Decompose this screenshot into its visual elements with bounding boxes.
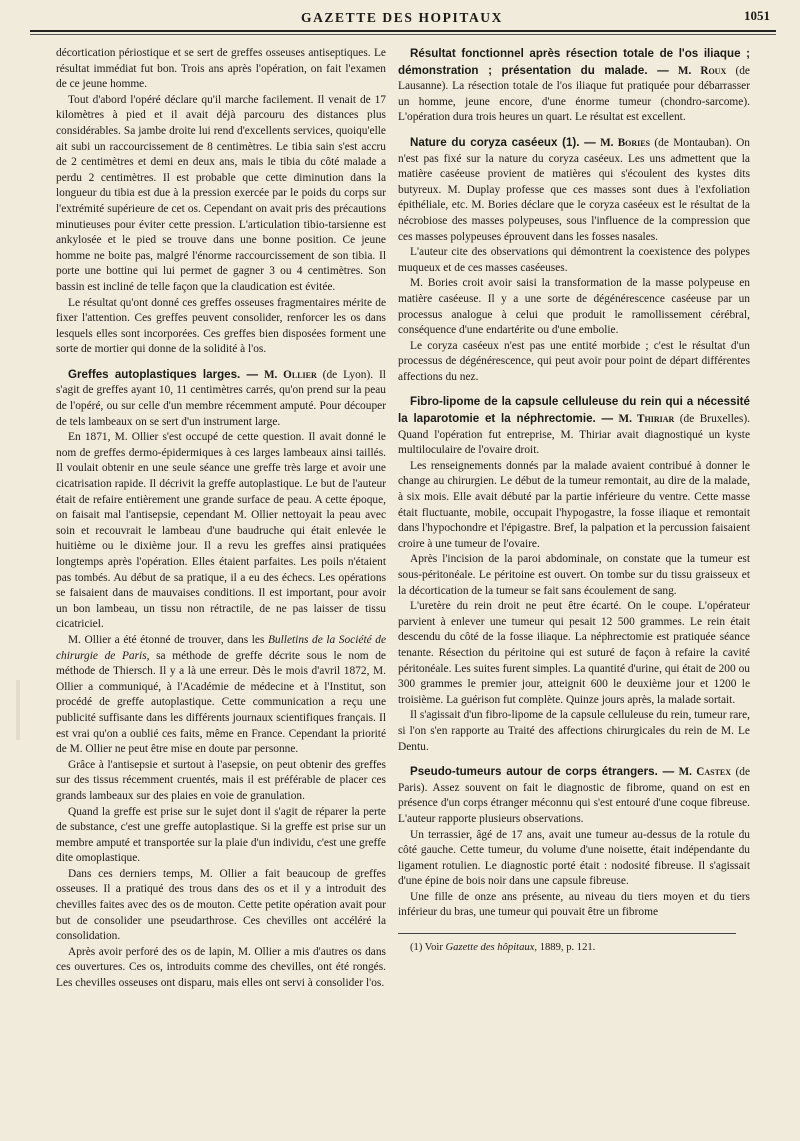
paragraph: Grâce à l'antisepsie et surtout à l'asepsie, on peut obtenir des greffes sur des tissus récemment cruentés, mais il est préférable de placer ces grands lambeaux sur des plaies en voie de granulation. [56,758,386,802]
paragraph: Il s'agissait d'un fibro-lipome de la capsule celluleuse du rein, tumeur rare, si l'on s'en rapporte au Traité des affections chirurgicales du rein de M. Le Dentu. [398,709,750,753]
section-resection-os-iliaque [398,46,750,126]
left-column [56,46,386,1126]
paragraph: Le résultat qu'ont donné ces greffes osseuses fragmentaires mérite de fixer l'attention. Ces greffes peuvent consolider, renforcer les os dans lesquels elles sont incorporées. Ces greffes bien disposées forment une sorte de mortier qui donne de la solidité à l'os. [56,296,386,356]
paragraph: L'auteur cite des observations qui démontrent la coexistence des polypes muqueux et de ces masses caséeuses. [398,246,750,274]
footnote [398,940,750,956]
section-title: Greffes autoplastiques larges. — [68,367,259,381]
section-text: (de Montauban). On n'est pas fixé sur la nature du coryza caséeux. Les uns admettent que la matière caséeuse provient de matières qui s'écoulent des kystes dits butyreux. M. Duplay professe que ces masses sont dues à l'exfoliation épithéliale, etc. M. Bories déclare que le coryza caséeux est le résultat de la nécrobiose des masses polypeuses, sous l'influence de la compression que ces masses polypeuses éprouvent dans les fosses nasales. [398,136,750,243]
section-text: (de Lausanne). La résection totale de l'os iliaque fut pratiquée pour débarrasser un homme, jeune encore, d'une énorme tumeur (chondro-sarcome). L'opération dura trois heures un quart. Le résultat est excellent. [398,64,750,124]
section-text: (de Paris). Assez souvent on fait le diagnostic de fibrome, quand on est en présence d'un corps étranger méconnu qui s'est entouré d'une coque fibreuse. L'auteur rapporte plusieurs observations. [398,766,750,825]
paragraph: Les renseignements donnés par la malade avaient contribué à donner le change au chirurgien. Le début de la tumeur remontait, au dire de la malade, à six mois. Elle avait débuté par la partie inférieure du ventre. Cette masse était fluctuante, mobile, occupait l'hypogastre, la fosse iliaque et remontait dans l'hypochondre et l'épigastre. Bref, la palpation et la percussion faisaient croire à une tumeur de l'ovaire. [398,459,750,550]
section-text: (de Lyon). Il s'agit de greffes ayant 10, 11 centimètres carrés, qu'on prend sur la peau de l'opéré, ou sur celle d'un membre récemment amputé. Pour découper de tels lambeaux on se sert d'un instrument large. [56,368,386,428]
paragraph: Quand la greffe est prise sur le sujet dont il s'agit de réparer la perte de substance, c'est une greffe autoplastique. Si la greffe est prise sur un membre amputé et transportée sur la plaie d'un individu, c'est une greffe dite omoplastique. [56,805,386,865]
paragraph: Tout d'abord l'opéré déclare qu'il marche facilement. Il venait de 17 kilomètres à pied et il avait déjà parcouru des distances plus considérables. Sa jambe droite lui rend d'excellents services, quoiqu'elle ait subi un raccourcissement de 8 centimètres. Le tibia sain s'est accru de 2 centimètres et demi en deux ans, mais le tibia du côté malade a perdu 2 centimètres. Il est probable que cette diminution dans la longueur du tibia est due à la pression exercée par le poids du corps sur l'extrémité supérieure de cet os. Cependant on avait pris des précautions minutieuses pour éviter cette pression. L'articulation tibio-tarsienne est ankylosée et le pied se trouve dans une bonne position. Ce jeune homme ne boite pas, malgré l'énorme raccourcissement de son tibia. Il porte une bottine qui lui permet de gagner 3 ou 4 centimètres. Son bassin est incliné de telle façon que la claudication est évitée. [56,93,386,293]
page-number: 1051 [744,8,770,23]
journal-title: GAZETTE DES HOPITAUX [300,10,504,25]
paragraph: Dans ces derniers temps, M. Ollier a fait beaucoup de greffes osseuses. Il a pratiqué des trous dans des os et il y a introduit des chevilles faites avec des os de mouton. Cette petite opération avait pour but de consolider une pseudarthrose. Ces chevilles ont accéléré la consolidation. [56,867,386,943]
citation-italic: Bulletins de la Société de chirurgie de Paris, [56,633,386,662]
paragraph: Une fille de onze ans présente, au niveau du tiers moyen et du tiers inférieur du bras, une tumeur qui pouvait être un fibrome [398,890,750,919]
section-title: Pseudo-tumeurs autour de corps étrangers. — [410,765,675,779]
paragraph: Après l'incision de la paroi abdominale, on constate que la tumeur est sous-péritonéale. Le péritoine est ouvert. On tombe sur du tissu graisseux et la décortication de la tumeur se fait sans écoulement de sang. [398,553,750,597]
section-author: M. Bories [600,136,651,149]
paragraph: En 1871, M. Ollier s'est occupé de cette question. Il avait donné le nom de greffes dermo-épidermiques à ces larges lambeaux ainsi taillés. Il voulait obtenir en une seule séance une greffe très large et avoir une cicatrisation rapide. Il décrivit la greffe autoplastique. Le but de l'auteur était de refaire entièrement une grande surface de peau. A cette époque, on faisait mal l'antisepsie, cependant M. Ollier nettoyait la peau avec soin et recouvrait le lambeau d'une baudruche qui était enlevée le huitième ou le dixième jour. Il a revu les greffes ainsi pratiquées longtemps après l'opération. Elles étaient parfaites. Les poils n'étaient pas tombés. Au début de sa pratique, il a eu des échecs. Les opérations se faisaient dans de mauvaises conditions. Il est important, pour avoir un bon lambeau, un tissu non rétractile, de ne pas laisser de tissu cicatriciel. [56,431,386,631]
section-text: (de Bruxelles). Quand l'opération fut entreprise, M. Thiriar avait diagnostiqué un kyste multiloculaire de l'ovaire droit. [398,413,750,457]
text-run: sa méthode de greffe décrite sous le nom de méthode de Thiersch. Il y a là une erreur. Dès le mois d'avril 1872, M. Ollier a communiqué, à l'Académie de médecine et à l'Institut, son procédé de greffe autoplastique. Cette communication a reçu une publicité suffisante dans les différents journaux scientifiques français. Il est vrai qu'on a oublié ces faits, même en France. Cependant la priorité de M. Ollier ne peut être mise en doute par personne. [56,649,386,756]
section-fibro-lipome [398,394,750,458]
paragraph: Le coryza caséeux n'est pas une entité morbide ; c'est le résultat d'un processus de dégénérescence, qui peut avoir pour point de départ différentes affections du nez. [398,339,750,383]
header-rule-thin [30,34,776,35]
section-author: M. Ollier [264,368,317,381]
section-title: Résultat fonctionnel après résection totale de l'os iliaque ; démonstration ; présentation du malade. — [398,47,750,77]
footnote-rule [398,933,736,934]
text-run: (1) Voir [410,942,443,954]
section-author: M. Castex [678,766,732,779]
section-pseudo-tumeurs [398,764,750,827]
section-title: Fibro-lipome de la capsule celluleuse du rein qui a nécessité la laparotomie et la néphrectomie. — [398,395,750,426]
section-coryza-caseux [398,135,750,245]
section-author: M. Thiriar [618,413,675,426]
text-run: M. Ollier a été étonné de trouver, dans les [68,633,265,646]
section-author: M. Roux [677,64,727,77]
binding-margin [16,680,20,740]
paragraph: décortication périostique et se sert de greffes osseuses antiseptiques. Le résultat immédiat fut bon. Trois ans après l'opération, on fait l'examen de ce jeune homme. [56,47,386,91]
header-rule-thick [30,30,776,32]
citation-italic: Gazette des hôpitaux, [445,942,538,954]
paragraph: Après avoir perforé des os de lapin, M. Ollier a mis d'autres os dans ces ouvertures. Ces os, introduits comme des chevilles, ont été rongés. Les chevilles osseuses ont disparu, mais elles ont servi à consolider l'os. [56,945,386,990]
paragraph: M. Bories croit avoir saisi la transformation de la masse polypeuse en matière caséeuse. Il y a une sorte de dégénérescence caséeuse par un processus analogue à celui que produit le ramollissement cérébral, conséquence d'une endartérite ou d'une embolie. [398,277,750,337]
paragraph [56,633,386,758]
paragraph: Un terrassier, âgé de 17 ans, avait une tumeur au-dessus de la rotule du côté gauche. Cette tumeur, du volume d'une noisette, était indépendante du ligament rotulien. Le diagnostic porté était : nodosité fibreuse. Il s'agissait d'une épine de bois noir dans une capsule fibreuse. [398,828,750,888]
paragraph: L'uretère du rein droit ne peut être écarté. On le coupe. L'opérateur parvient à enlever une tumeur qui pesait 12 500 grammes. Le rein était descendu du côté de la fosse iliaque. La néphrectomie est pratiquée séance tenante. Résection du péritoine qui est suturé de façon à refaire la cavité péritonéale. Les suites furent simples. La quantité d'urine, qui était de 200 ou 300 grammes le premier jour, atteignit 600 le deuxième jour et 1200 le troisième. La guérison fut complète. Quinze jours après, la malade sortait. [398,600,750,706]
text-run: 1889, p. 121. [539,942,596,954]
right-column [398,46,750,1126]
section-greffes-autoplastiques [56,367,386,430]
section-title: Nature du coryza caséeux (1). — [410,135,596,149]
